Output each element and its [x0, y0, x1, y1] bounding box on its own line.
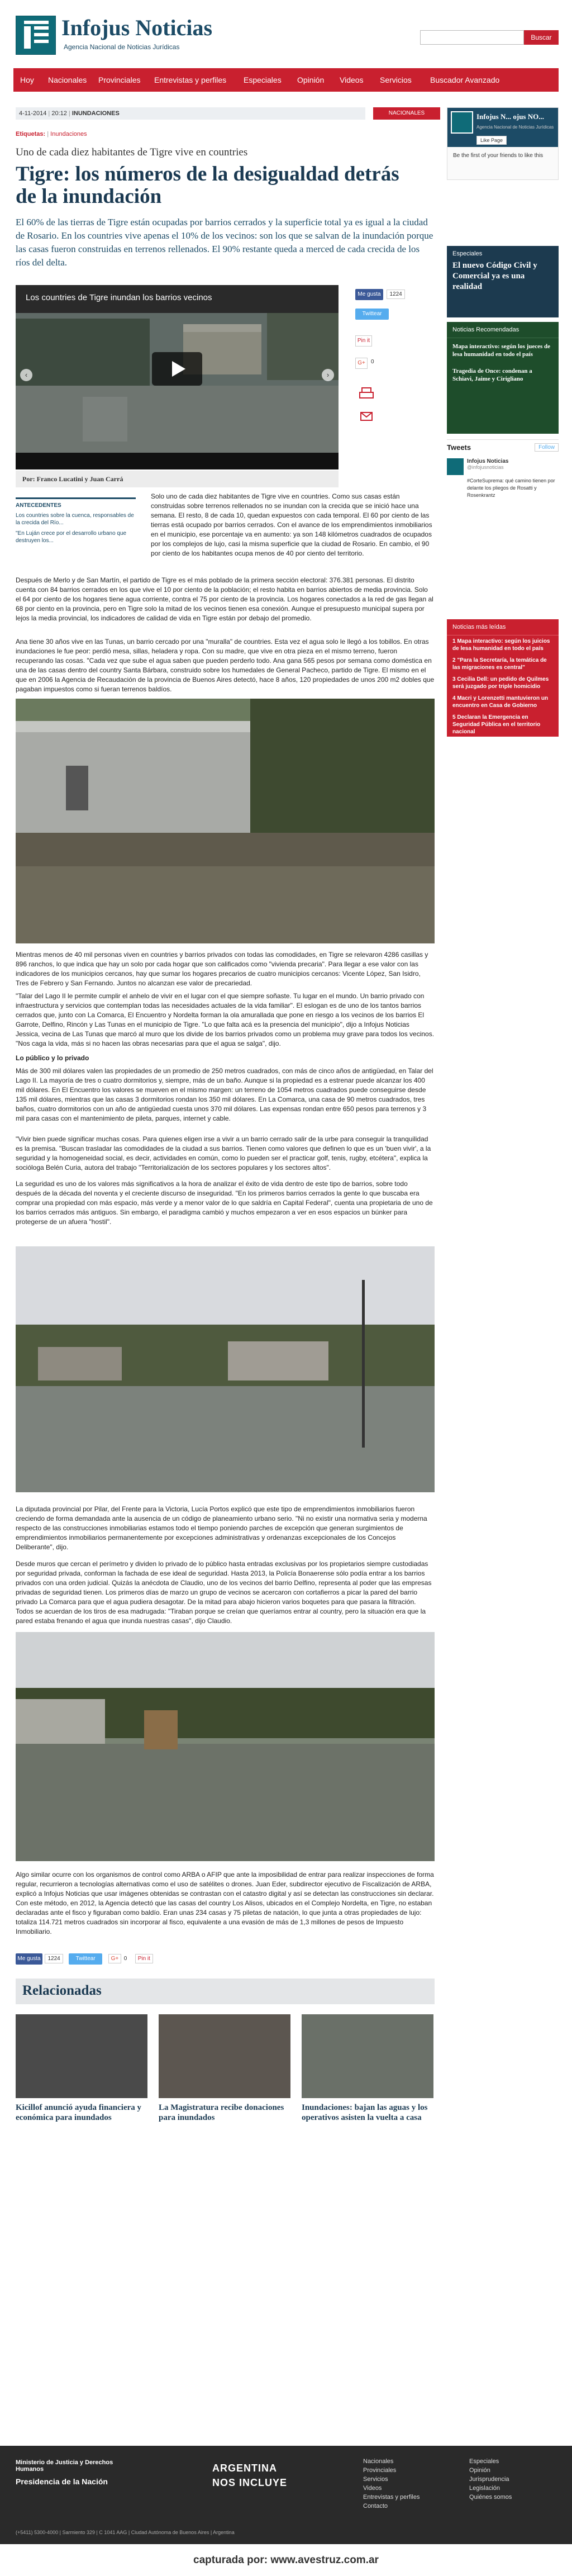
antecedentes-title: ANTECEDENTES: [16, 502, 61, 509]
related-photo[interactable]: [16, 2014, 147, 2098]
antecedentes-item[interactable]: Los countries sobre la cuenca, responsables de la crecida del Río...: [16, 513, 134, 526]
footer-argentina-1: ARGENTINA: [212, 2463, 277, 2474]
footer-link[interactable]: Videos: [363, 2485, 382, 2492]
pinterest-button-bottom[interactable]: Pin it: [135, 1954, 153, 1963]
section-button[interactable]: NACIONALES: [373, 107, 440, 120]
especiales-box[interactable]: [447, 246, 559, 317]
nav-item-videos[interactable]: Videos: [340, 75, 364, 84]
pinterest-button[interactable]: Pin it: [355, 335, 372, 347]
footer-argentina-2: NOS INCLUYE: [212, 2477, 288, 2488]
recomendadas-item[interactable]: Mapa interactivo: según los jueces de lesa humanidad en todo el país: [452, 343, 551, 358]
recomendadas-title: Noticias Recomendadas: [447, 322, 559, 338]
related-card[interactable]: [159, 2014, 290, 2123]
nav-item-provinciales[interactable]: Provinciales: [98, 75, 141, 84]
antecedentes-box: [16, 497, 136, 587]
recomendadas-box: [447, 322, 559, 434]
site-header: [0, 0, 572, 67]
footer-link[interactable]: Nacionales: [363, 2458, 394, 2465]
related-title[interactable]: Inundaciones: bajan las aguas y los operativos asisten la vuelta a casa: [302, 2103, 428, 2122]
footer-col-2: [469, 2457, 512, 2502]
tweets-title: Tweets: [447, 443, 471, 452]
fb-count-bottom: 1224: [45, 1954, 63, 1963]
site-footer: [0, 2446, 572, 2544]
article-photo: [16, 1246, 435, 1492]
video-title[interactable]: Los countries de Tigre inundan los barrios vecinos: [26, 293, 212, 302]
antecedentes-item[interactable]: "En Luján crece por el desarrollo urbano que destruyen los...: [16, 530, 127, 544]
footer-link[interactable]: Servicios: [363, 2476, 388, 2483]
related-title[interactable]: Kicillof anunció ayuda financiera y económica para inundados: [16, 2103, 142, 2122]
facebook-page-box: [447, 107, 559, 180]
gplus-count: 0: [371, 359, 374, 365]
related-title[interactable]: La Magistratura recibe donaciones para inundados: [159, 2103, 284, 2122]
tags: Etiquetas: | Inundaciones: [16, 131, 87, 137]
mas-leidas-item[interactable]: 5 Declaran la Emergencia en Seguridad Pública en el territorio nacional: [452, 714, 541, 735]
capture-footer: capturada por: www.avestruz.com.ar: [193, 2554, 379, 2566]
twitter-button-bottom[interactable]: Twittear: [69, 1953, 102, 1965]
footer-link[interactable]: Especiales: [469, 2458, 499, 2465]
mas-leidas-title: Noticias más leídas: [447, 619, 559, 635]
gplus-icon[interactable]: G+: [355, 358, 368, 369]
footer-presidency[interactable]: Presidencia de la Nación: [16, 2477, 108, 2486]
relacionadas-title: Relacionadas: [22, 1983, 102, 1998]
fb-like-button[interactable]: Me gusta: [355, 289, 383, 300]
nav-item-servicios[interactable]: Servicios: [380, 75, 412, 84]
article-time: 20:12: [51, 110, 67, 117]
footer-link[interactable]: Opinión: [469, 2467, 490, 2474]
related-card[interactable]: [16, 2014, 147, 2123]
tweets-follow-button[interactable]: Follow: [535, 443, 559, 452]
bottom-share-bar: [16, 1953, 435, 1965]
subheading-publico-privado: Lo público y lo privado: [16, 1054, 89, 1062]
gplus-icon[interactable]: G+: [108, 1954, 122, 1963]
email-icon[interactable]: [355, 408, 378, 425]
paragraph-9: La diputada provincial por Pilar, del Frente para la Victoria, Lucía Portos explicó que este tipo de emprendimientos inmobiliarios fueron creciendo de forma demandada ante la ausencia de un código de planeamiento urbano serio. "Ni no existir una normativa seria y moderna respecto de las construcciones inmobiliarias estamos todo el tiempo poniendo parches de excepción que generan surgimientos de emprendimientos inmobiliarios permanentemente por excepciones administrativas y ordenanzas excepcionales de los Concejos Deliberante", dijo.: [16, 1505, 427, 1551]
paragraph-6: Más de 300 mil dólares valen las propiedades de un promedio de 250 metros cuadrados, con más de cinco años de antigüedad, en Talar del Lago II. La mayoría de tres o cuatro dormitorios y, siempre, más de un baño. Aunque si la propiedad es a estrenar puede alcanzar los 400 mil dólares. En El Encuentro los valores se mueven en el mismo margen: un terreno de 1054 metros cuadrados puede conseguirse desde 135 mil dólares, mientras que las casas 3 dormitorios rondan los 350 mil dólares. En La Comarca, una casa de 90 metros cuadrados, tres baños, cuatro dormitorios con un año de antigüedad cuesta unos 370 mil dólares. Las expensas rondan entre 650 pesos para terrenos y 3 mil para casas con el mantenimiento de pileta, parques, internet y cable.: [16, 1067, 433, 1122]
logo-subtitle: Agencia Nacional de Noticias Jurídicas: [64, 43, 180, 51]
play-icon[interactable]: [152, 352, 202, 386]
breadcrumb: 4-11-2014 | 20:12 | INUNDACIONES: [16, 107, 365, 120]
fb-page-sub: Agencia Nacional de Noticias Jurídicas: [476, 125, 554, 130]
fb-count: 1224: [387, 290, 404, 299]
footer-link[interactable]: Contacto: [363, 2503, 388, 2509]
related-photo[interactable]: [159, 2014, 290, 2098]
footer-link[interactable]: Quiénes somos: [469, 2494, 512, 2501]
nav-item-nacionales[interactable]: Nacionales: [48, 75, 87, 84]
paragraph-11: Algo similar ocurre con los organismos de control como ARBA o AFIP que ante la imposibilidad de entrar para realizar inspecciones de forma regular, recurrieron a tecnologías alternativas como el uso de satélites o drones. Juan Eder, subdirector ejecutivo de Fiscalización de ARBA, explicó a Infojus Noticias que usar imágenes obtenidas se contrastan con el catastro digital y así se detectan las construcciones sin declarar. Con este método, en 2012, la Agencia detectó que las casas del country Los Alisos, ubicados en el Complejo Nordelta, en Tigre, no estaban declaradas ante el fisco y figuraban como baldío. Eran unas 234 casas y 75 piletas de natación, lo que junta a otras propiedades de lujo: totaliza 114.721 metros cuadrados sin incorporar al fisco, equivalente a una evasión de más de 1,3 millones de pesos de Impuesto Inmobiliario.: [16, 1871, 434, 1935]
paragraph-4: Mientras menos de 40 mil personas viven en countries y barrios privados con todas las comodidades, en Tigre se relevaron 4286 casillas y 896 ranchos, lo que indica que hay un solo por cada hogar que son calificados como "vivienda precaria". Para llegar a ese valor con las indicadores de los municipios cercanos, hay que sumar los hogares precarios de cuatro municipios cercanos: Vicente López, San Isidro, Tres de Febrero y San Fernando. Juntos no alcanzan ese valor de precariedad.: [16, 951, 428, 987]
video-player[interactable]: [16, 285, 339, 469]
mas-leidas-item[interactable]: 2 "Para la Secretaría, la temática de las migraciones es central": [452, 657, 547, 671]
related-card[interactable]: [302, 2014, 433, 2123]
mas-leidas-box: [447, 619, 559, 737]
tags-label: Etiquetas:: [16, 131, 46, 137]
nav-item-buscador[interactable]: Buscador Avanzado: [430, 75, 500, 84]
paragraph-7: "Vivir bien puede significar muchas cosas. Para quienes eligen irse a vivir a un barrio cerrado salir de la urbe para conseguir la tranquilidad es la premisa. "Buscan trasladar las comodidades de la ciudad a sus barrios. Tienen como valores que definen lo que es un 'buen vivir', a la seguridad y la homogeneidad social, es decir, actividades en común, como lo pueden ser el practicar golf, tenis, rugby, etcétera", explica la socióloga Belén Curia, autora del trabajo "Territorialización de los sectores populares y los sectores altos".: [16, 1135, 431, 1171]
main-nav: [13, 68, 559, 92]
fb-like-page-button[interactable]: Like Page: [476, 136, 507, 145]
fb-friends-text: Be the first of your friends to like this: [453, 153, 544, 159]
article-photo: [16, 1632, 435, 1861]
footer-address: (+5411) 5300-4000 | Sarmiento 329 | C 1041 AAG | Ciudad Autónoma de Buenos Aires | Argentina: [16, 2530, 235, 2535]
logo-title[interactable]: Infojus Noticias: [61, 15, 213, 40]
share-fb[interactable]: [355, 288, 405, 300]
footer-link[interactable]: Jurisprudencia: [469, 2476, 509, 2483]
paragraph-8: La seguridad es uno de los valores más significativos a la hora de analizar el éxito de vida dentro de este tipo de barrios, sobre todo después de la década del noventa y el creciente discurso de inseguridad. "En los primeros barrios cerrados la gente lo que buscaba era comprar una propiedad con más espacio, más verde y a menor valor de lo que saldría en Capital Federal", cuenta una propietaria de uno de los barrios cerrados más antiguos. Sin embargo, el paradigma cambió y muchos empezaron a ver en esos espacios un búnker para protegerse de un afuera "hostil".: [16, 1180, 433, 1226]
paragraph-10: Desde muros que cercan el perímetro y dividen lo privado de lo público hasta entradas exclusivas por los propietarios siempre custodiadas por seguridad privada, conforman la fachada de ese ideal de seguridad. Hasta 2013, la Policía Bonaerense sólo podía entrar a los barrios privados con una orden judicial. Quizás la anécdota de Claudio, uno de los vecinos del barrio Delfino, representa al poder que las empresas privadas de seguridad tienen. Los primeros días de marzo un grupo de vecinos se acercaron con cortafierros a picar la pared del barrio privado La Comarca para que el agua pudiera desagotar. De la mitad para abajo hicieron varios boquetes para que pasara la filtración. Todos se acuerdan de los tiros de esa madrugada: "Tiraban porque se creían que queríamos entrar al country, pero la situación era que la pared estaba frenando el agua que inunda nuestras casas", dijo Claudio.: [16, 1560, 432, 1625]
nav-item-entrevistas[interactable]: Entrevistas y perfiles: [154, 75, 227, 84]
footer-link[interactable]: Entrevistas y perfiles: [363, 2494, 420, 2501]
paragraph-2: Después de Merlo y de San Martín, el partido de Tigre es el más poblado de la primera sección electoral: 376.381 personas. El distrito cuenta con 84 barrios cerrados en los que vive el 10 por ciento de la población; el resto habita en barrios abiertos de media provincia. Solo el 64 por ciento de los hogares tiene agua corriente, contra el 75 por ciento de la provincia. Los hogares conectados a la red de gas llegan al 68 por ciento en la provincia, pero en Tigre solo la mitad de los vecinos tienen esa conexión. Aunque el presupuesto municipal supera por lejos la media provincial, los indicadores de calidad de vida en Tigre están por debajo del promedio.: [16, 576, 433, 622]
footer-link[interactable]: Provinciales: [363, 2467, 397, 2474]
mas-leidas-item[interactable]: 3 Cecilia Dell: un pedido de Quilmes será juzgado por triple homicidio: [452, 676, 549, 690]
article-lead: El 60% de las tierras de Tigre están ocupadas por barrios cerrados y la superficie total ya es igual a la ciudad de Rosario. En los countries vive apenas el 10% de los vecinos: son los que se salvan de la inundación porque las casas fueron construidas en terrenos rellenados. El 90% restante queda a merced de cada crecida de los ríos del delta.: [16, 217, 433, 268]
related-photo[interactable]: [302, 2014, 433, 2098]
prev-arrow-icon[interactable]: ‹: [20, 369, 32, 381]
nav-item-especiales[interactable]: Especiales: [244, 75, 282, 84]
footer-link[interactable]: Legislación: [469, 2485, 500, 2492]
tweet-author[interactable]: Infojus Noticias: [467, 458, 509, 464]
logo-icon[interactable]: [16, 16, 56, 55]
mas-leidas-item[interactable]: 1 Mapa interactivo: según los juicios de lesa humanidad en todo el país: [452, 638, 550, 652]
footer-ministry[interactable]: Ministerio de Justicia y Derechos Humanos: [16, 2459, 113, 2473]
paragraph-5: "Talar del Lago II le permite cumplir el anhelo de vivir en el lugar con el que siempre soñaste. Tu lugar en el mundo. Un barrio privado con infraestructura y servicios que contemplan todas las necesidades actuales de la vida familiar". El eslogan es de uno de los tantos barrios cerrados que, junto con La Comarca, El Encuentro y Nordelta forman la ola amurallada que pone en riesgo a los vecinos de los barrios El Garrote, Delfino, Rincón y Las Tunas en el municipio de Tigre. "Lo que falta acá es la presencia del municipio", dijo a Infojus Noticias Jessica, vecina de Las Tunas que marcó al muro que los divide de los barrios privados como un problema muy grave para todos los vecinos. "Nos caga la vida, más si no hacen las obras necesarias para que el agua se salga", dijo.: [16, 992, 435, 1047]
fb-cover: [447, 108, 558, 147]
paragraph-1: Solo uno de cada diez habitantes de Tigre vive en countries. Como sus casas están construidas sobre terrenos rellenados no se inundan con la crecida que se inició hace una semana. El resto, 8 de cada 10, quedan expuestos con cada temporal. El 60 por ciento de las tierras está ocupado por barrios cerrados. Con el avance de los emprendimientos inmobiliarios en el municipio, ese porcentaje va en aumento: ya son 148 kilómetros cuadrados de ocupados por los complejos de lujo, casi la misma superficie que la ciudad de Rosario. En cambio, el 90 por ciento de los habitantes ocupa menos de 40 por ciento del territorio.: [151, 492, 432, 557]
relacionadas-header: [16, 1979, 435, 2004]
article-headline: Tigre: los números de la desigualdad detrás de la inundación: [16, 163, 399, 208]
footer-col-1: [363, 2457, 420, 2511]
article-kicker: Uno de cada diez habitantes de Tigre vive en countries: [16, 146, 248, 158]
article-date: 4-11-2014: [19, 110, 47, 117]
mas-leidas-item[interactable]: 4 Macri y Lorenzetti mantuvieron un encuentro en Casa de Gobierno: [452, 695, 549, 709]
article-section[interactable]: INUNDACIONES: [72, 110, 120, 117]
fb-avatar: [451, 111, 473, 134]
fb-page-title[interactable]: Infojus N... ojus NO...: [476, 112, 544, 121]
tweet-handle[interactable]: @infojusnoticias: [467, 464, 504, 470]
tag-link[interactable]: Inundaciones: [50, 131, 87, 137]
especiales-text[interactable]: El nuevo Código Civil y Comercial ya es una realidad: [452, 261, 537, 291]
article-photo: [16, 699, 435, 943]
print-icon[interactable]: [355, 385, 378, 401]
capture-footer-bar: [0, 2544, 572, 2576]
gplus-count-bottom: 0: [123, 1956, 127, 1962]
search-button[interactable]: Buscar: [524, 30, 559, 45]
tweet-avatar: [447, 458, 464, 475]
search-input[interactable]: [420, 30, 524, 45]
recomendadas-item[interactable]: Tragedia de Once: condenan a Schiavi, Jaime y Cirigliano: [452, 368, 532, 382]
paragraph-3: Ana tiene 30 años vive en las Tunas, un barrio cercado por una "muralla" de countries. Esta vez el agua solo le llegó a los tobillos. En otras inundaciones le fue peor: perdió mesa, sillas, heladera y ropa. Con su madre, que vive en otra pieza en el mismo terreno, fueron recuperando las cosas. "Cada vez que sube el agua saben que pueden perderlo todo. Ana gana 565 pesos por semana como doméstica en una de las casas dentro del country Santa Bárbara, construido sobre los humedales de General Pacheco, partido de Tigre. El mismo en el que en 2006 la Agencia de Recaudación de la provincia de Buenos Aires detectó, hace 8 años, 120 propiedades de unos 200 m2 dobles que pagaban impuestos como si fueran terrenos baldíos.: [16, 638, 435, 693]
nav-item-opinion[interactable]: Opinión: [297, 75, 325, 84]
twitter-button[interactable]: Twittear: [355, 309, 389, 320]
nav-item-hoy[interactable]: Hoy: [20, 75, 34, 84]
fb-like-button-bottom[interactable]: Me gusta: [16, 1953, 42, 1965]
video-controls[interactable]: [16, 453, 339, 469]
especiales-title: Especiales: [452, 250, 483, 257]
next-arrow-icon[interactable]: ›: [322, 369, 334, 381]
tweet-text: #CorteSuprema: qué camino tienen por delante los pliegos de Rosatti y Rosenkrantz: [467, 478, 555, 498]
article-credit: Por: Franco Lucatini y Juan Carrá: [16, 471, 339, 487]
tweets-box: [447, 439, 559, 607]
